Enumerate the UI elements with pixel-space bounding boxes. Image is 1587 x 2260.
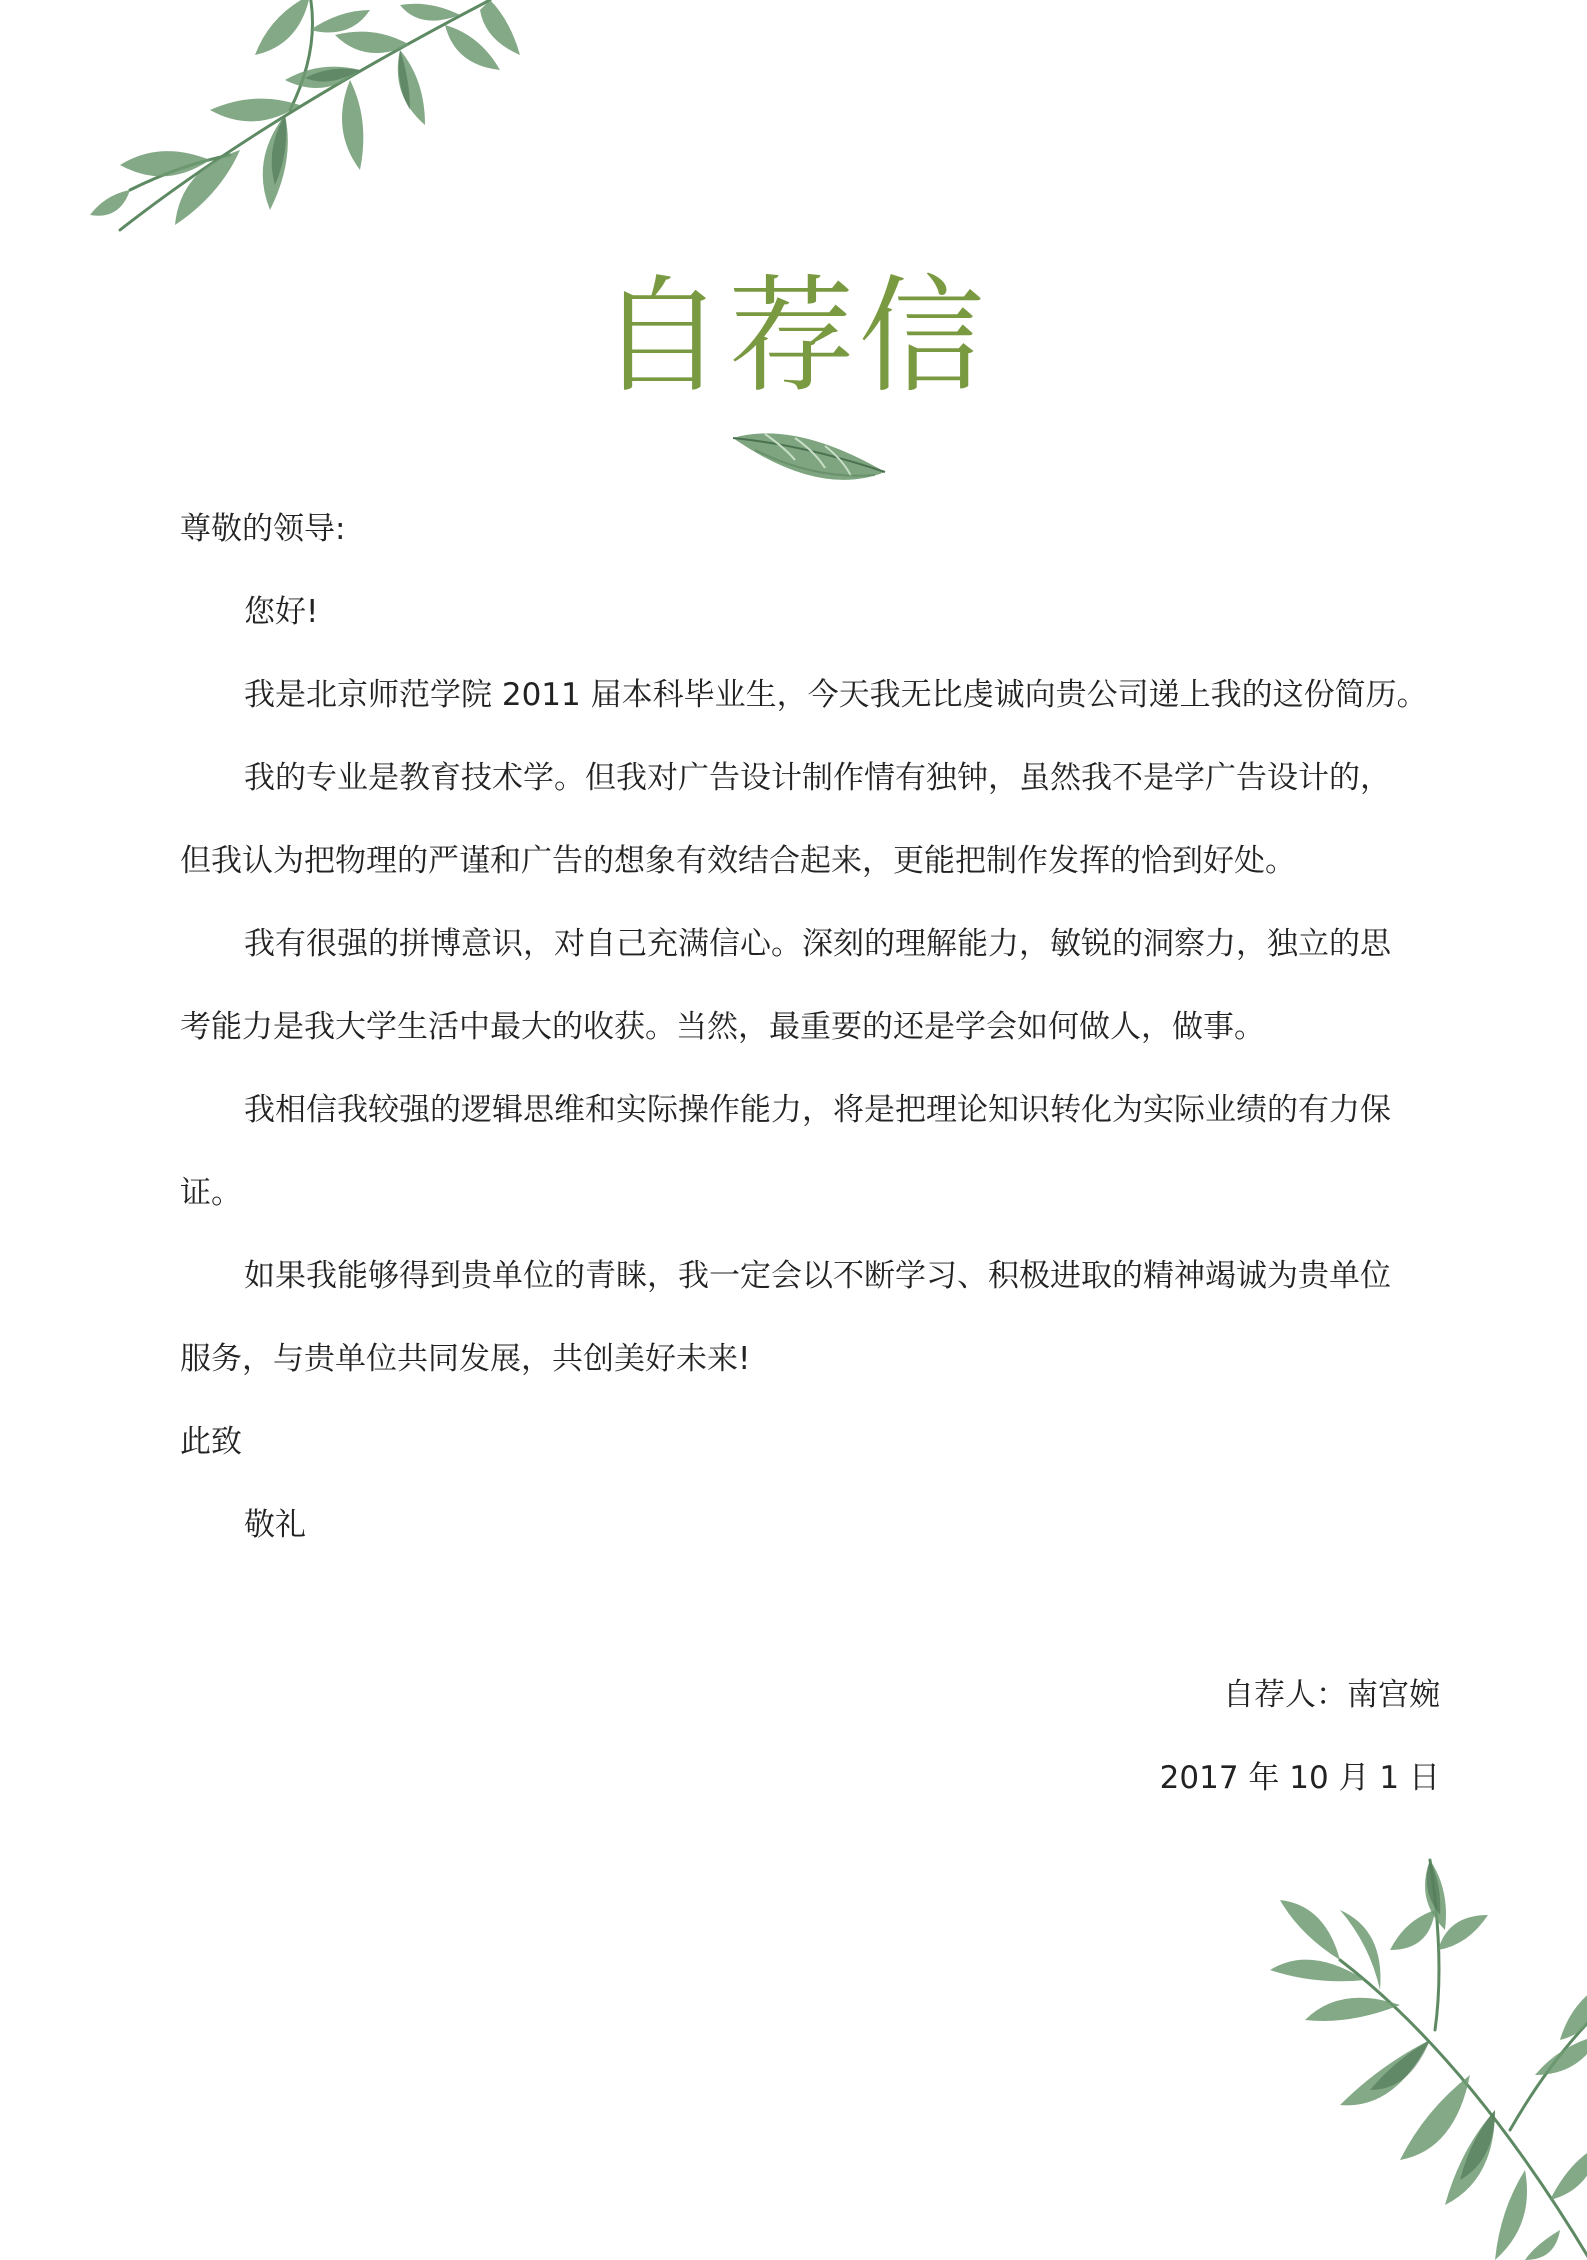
leaf-icon xyxy=(725,420,895,496)
greeting: 您好! xyxy=(244,594,319,630)
date: 2017 年 10 月 1 日 xyxy=(1159,1760,1440,1796)
letter-body xyxy=(180,500,1440,1579)
leaf-branch-icon xyxy=(60,0,520,280)
paragraph-line: 服务，与贵单位共同发展，共创美好未来! xyxy=(180,1341,751,1377)
closing: 此致 xyxy=(180,1424,242,1460)
paragraph-line: 如果我能够得到贵单位的青睐，我一定会以不断学习、积极进取的精神竭诚为贵单位 xyxy=(244,1258,1391,1294)
paragraph-line: 证。 xyxy=(180,1175,242,1211)
paragraph-line: 考能力是我大学生活中最大的收获。当然，最重要的还是学会如何做人，做事。 xyxy=(180,1009,1265,1045)
paragraph-line: 我有很强的拼博意识，对自己充满信心。深刻的理解能力，敏锐的洞察力，独立的思 xyxy=(244,926,1391,962)
paragraph-line: 我是北京师范学院 2011 届本科毕业生，今天我无比虔诚向贵公司递上我的这份简历。 xyxy=(244,677,1428,713)
leaf-branch-icon xyxy=(1270,1840,1587,2260)
regards: 敬礼 xyxy=(244,1507,306,1543)
paragraph-line: 我相信我较强的逻辑思维和实际操作能力，将是把理论知识转化为实际业绩的有力保 xyxy=(244,1092,1391,1128)
page-title: 自荐信 xyxy=(598,263,989,410)
signature: 自荐人：南宫婉 xyxy=(1223,1677,1440,1713)
salutation: 尊敬的领导: xyxy=(180,511,346,547)
paragraph-line: 但我认为把物理的严谨和广告的想象有效结合起来，更能把制作发挥的恰到好处。 xyxy=(180,843,1296,879)
paragraph-line: 我的专业是教育技术学。但我对广告设计制作情有独钟，虽然我不是学广告设计的， xyxy=(244,760,1391,796)
